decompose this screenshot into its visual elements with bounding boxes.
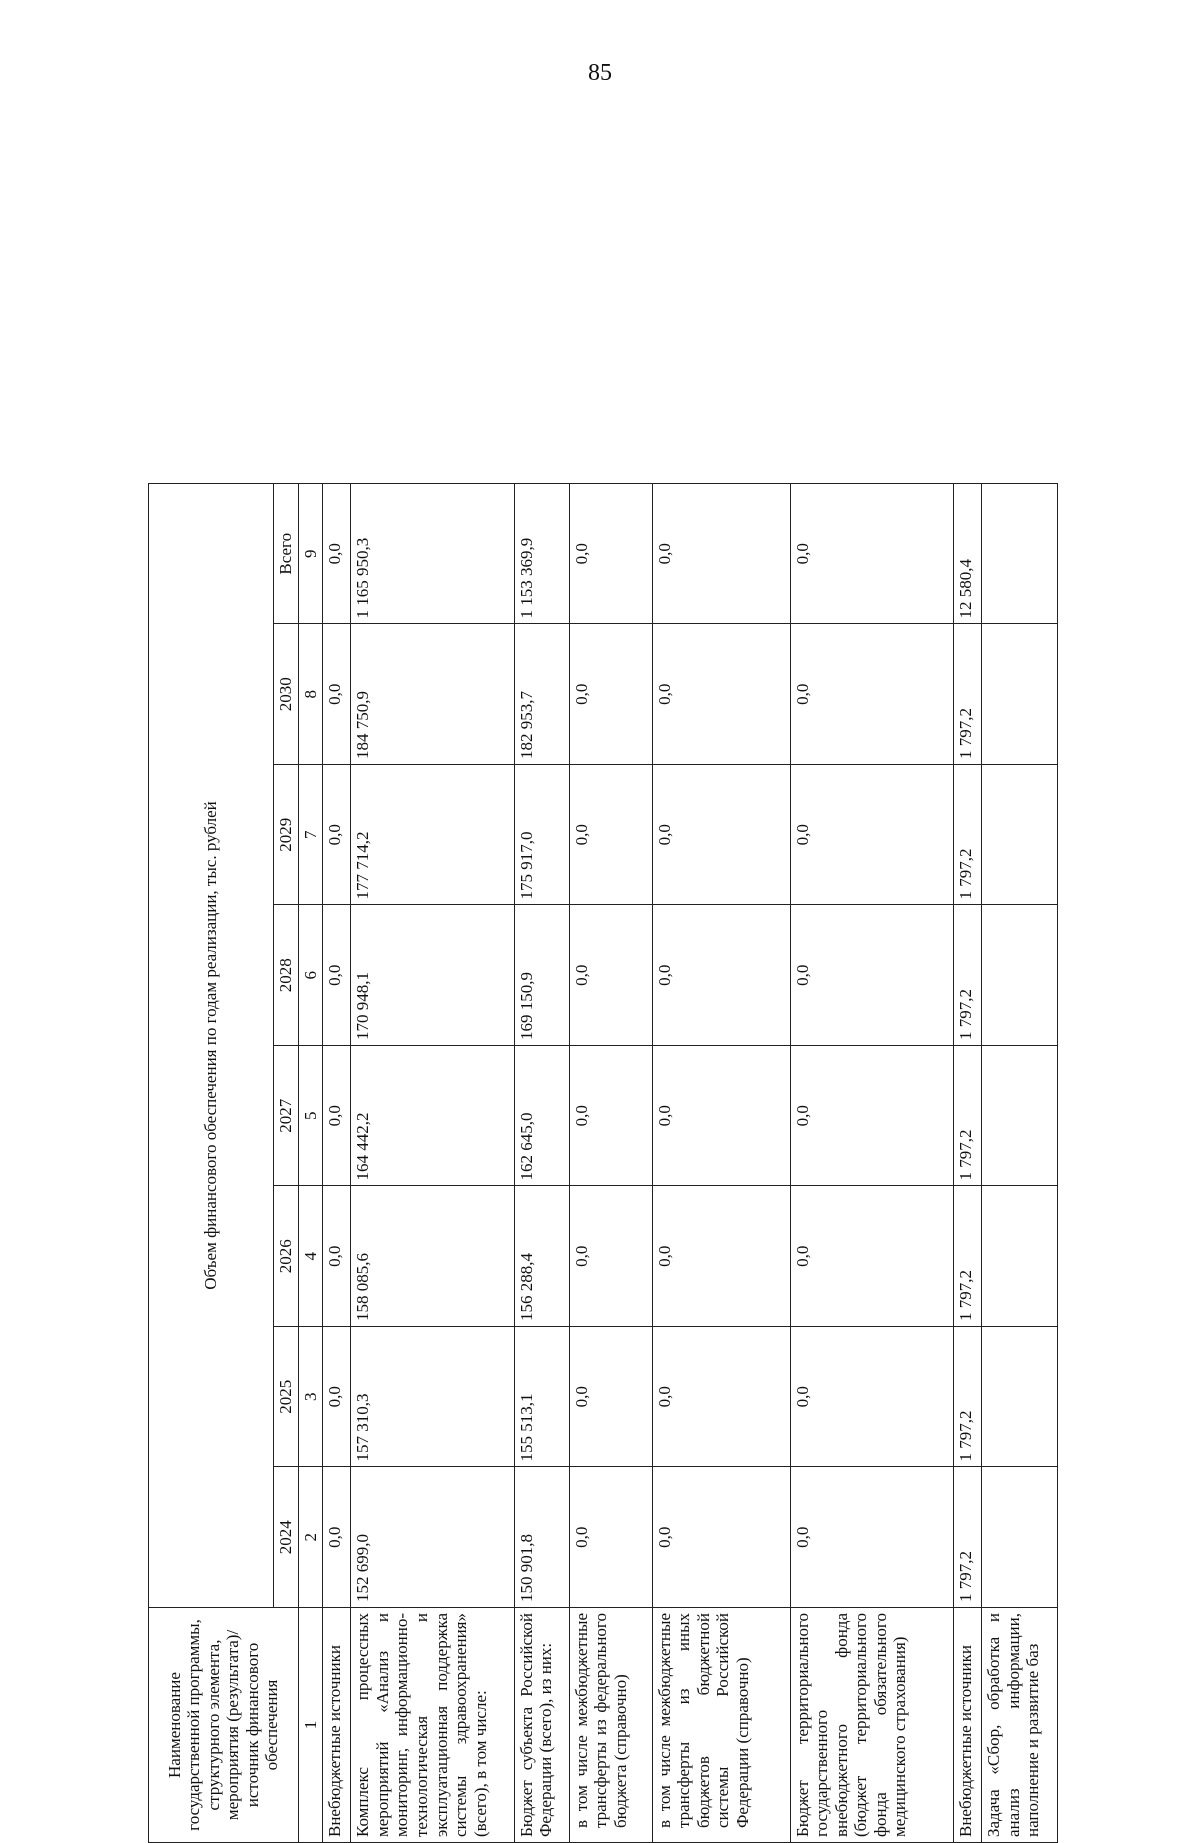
value-cell: 0,0 [569,1327,652,1468]
value-cell: 162 645,0 [514,1046,569,1187]
value-cell: 0,0 [569,484,652,625]
value-cell: 164 442,2 [351,1046,514,1187]
row-name: Внебюджетные источники [953,1608,981,1843]
value-cell: 0,0 [652,624,790,765]
value-cell: 0,0 [569,1046,652,1187]
value-cell: 0,0 [569,1467,652,1608]
value-cell: 0,0 [323,1046,351,1187]
value-cell: 177 714,2 [351,765,514,906]
value-cell: 0,0 [323,624,351,765]
value-cell: 1 797,2 [953,1046,981,1187]
volume-header: Объем финансового обеспечения по годам реализации, тыс. рублей [149,484,274,1608]
year-header: 2026 [274,1186,299,1327]
value-cell: 0,0 [569,905,652,1046]
value-cell: 0,0 [323,1467,351,1608]
name-column-header: Наименование государственной программы, структурного элемента, мероприятия (результата)/источник финансового обеспечения [149,1608,299,1843]
row-name: в том числе межбюджетные трансферты из иных бюджетов бюджетной системы Российской Федерации (справочно) [652,1608,790,1843]
value-cell: 0,0 [790,484,953,625]
value-cell: 0,0 [790,765,953,906]
column-number: 1 [298,1608,323,1843]
value-cell: 0,0 [652,1186,790,1327]
value-cell: 0,0 [790,624,953,765]
value-cell: 0,0 [652,1327,790,1468]
row-name: Внебюджетные источники [323,1608,351,1843]
value-cell: 1 797,2 [953,1467,981,1608]
value-cell: 1 797,2 [953,905,981,1046]
value-cell: 156 288,4 [514,1186,569,1327]
row-name: Задача «Сбор, обработка и анализ информации, наполнение и развитие баз [982,1608,1058,1843]
table-row [569,484,652,1843]
value-cell: 0,0 [652,1467,790,1608]
value-cell: 158 085,6 [351,1186,514,1327]
value-cell: 0,0 [790,1327,953,1468]
value-cell: 169 150,9 [514,905,569,1046]
column-number: 3 [298,1327,323,1468]
table-row [652,484,790,1843]
year-header: 2029 [274,765,299,906]
value-cell: 1 165 950,3 [351,484,514,625]
value-cell: 0,0 [652,905,790,1046]
value-cell: 0,0 [323,1327,351,1468]
financing-table [148,483,1058,1843]
value-cell [982,1327,1058,1468]
value-cell: 1 153 369,9 [514,484,569,625]
value-cell: 1 797,2 [953,624,981,765]
value-cell: 0,0 [790,1046,953,1187]
value-cell: 0,0 [569,1186,652,1327]
value-cell [982,905,1058,1046]
column-number: 4 [298,1186,323,1327]
value-cell: 12 580,4 [953,484,981,625]
row-name: Бюджет субъекта Российской Федерации (всего), из них: [514,1608,569,1843]
value-cell: 1 797,2 [953,1186,981,1327]
year-header: 2027 [274,1046,299,1187]
column-number: 8 [298,624,323,765]
year-header: 2025 [274,1327,299,1468]
value-cell [982,1186,1058,1327]
value-cell: 0,0 [323,484,351,625]
value-cell: 184 750,9 [351,624,514,765]
value-cell: 0,0 [790,1467,953,1608]
column-number: 9 [298,484,323,625]
table-row [323,484,351,1843]
column-number: 6 [298,905,323,1046]
total-header: Всего [274,484,299,625]
page-number: 85 [588,60,612,86]
value-cell: 175 917,0 [514,765,569,906]
column-number: 7 [298,765,323,906]
year-header: 2028 [274,905,299,1046]
table-row [982,484,1058,1843]
value-cell: 0,0 [790,1186,953,1327]
value-cell: 152 699,0 [351,1467,514,1608]
row-name: Бюджет территориального государственного внебюджетного фонда (бюджет территориального фонда обязательного медицинского страхования) [790,1608,953,1843]
value-cell: 0,0 [652,484,790,625]
value-cell: 155 513,1 [514,1327,569,1468]
value-cell: 170 948,1 [351,905,514,1046]
table-row [790,484,953,1843]
table-row [351,484,514,1843]
value-cell [982,765,1058,906]
value-cell: 0,0 [323,1186,351,1327]
value-cell: 0,0 [323,765,351,906]
value-cell: 182 953,7 [514,624,569,765]
value-cell: 0,0 [569,765,652,906]
row-name: в том числе межбюджетные трансферты из федерального бюджета (справочно) [569,1608,652,1843]
value-cell: 1 797,2 [953,1327,981,1468]
year-header: 2024 [274,1467,299,1608]
value-cell [982,484,1058,625]
value-cell [982,1046,1058,1187]
value-cell [982,1467,1058,1608]
value-cell: 0,0 [652,765,790,906]
value-cell: 0,0 [323,905,351,1046]
column-numbers-row [298,484,323,1843]
value-cell: 0,0 [790,905,953,1046]
column-number: 5 [298,1046,323,1187]
value-cell [982,624,1058,765]
value-cell: 0,0 [652,1046,790,1187]
row-name: Комплекс процессных мероприятий «Анализ и мониторинг, информационно-технологическая и эксплуатационная поддержка системы здравоохранения» (всего), в том числе: [351,1608,514,1843]
value-cell: 150 901,8 [514,1467,569,1608]
value-cell: 1 797,2 [953,765,981,906]
value-cell: 157 310,3 [351,1327,514,1468]
column-number: 2 [298,1467,323,1608]
table-row [953,484,981,1843]
rotated-table-sheet [148,483,1058,1843]
year-header: 2030 [274,624,299,765]
table-row [514,484,569,1843]
value-cell: 0,0 [569,624,652,765]
